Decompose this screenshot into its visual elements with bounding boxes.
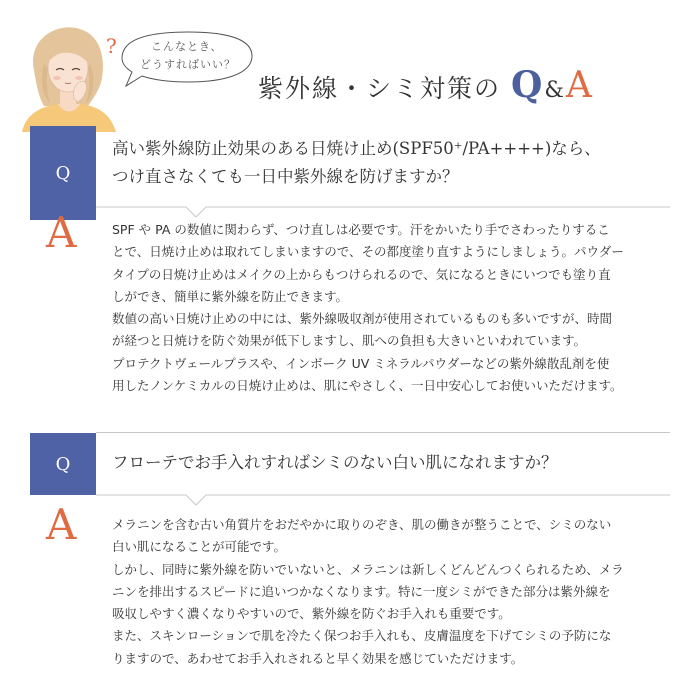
q-badge: Q xyxy=(30,433,96,495)
answer-line: 数値の高い日焼け止めの中には、紫外線吸収剤が使用されているものも多いですが、時間 xyxy=(112,311,613,327)
section-divider xyxy=(96,432,670,433)
title-a-letter: A xyxy=(565,65,594,106)
question-text xyxy=(112,135,601,191)
question-text xyxy=(112,449,558,477)
answer-line: タイプの日焼け止めはメイクの上からもつけられるので、気になるときにいつでも塗り直 xyxy=(112,266,611,282)
title-ampersand: & xyxy=(544,78,566,103)
question-mark-icon: ? xyxy=(106,34,117,58)
question-line: 高い紫外線防止効果のある日焼け止め(SPF50⁺/PA++++)なら、 xyxy=(112,139,601,158)
title-text: 紫外線・シミ対策の xyxy=(258,74,502,103)
answer-line: りますので、あわせてお手入れされると早く効果を感じていただけます。 xyxy=(112,650,524,666)
q-badge: Q xyxy=(30,126,96,220)
question-line: フローテでお手入れすればシミのない白い肌になれますか？ xyxy=(112,453,558,472)
answer-line: とで、日焼け止めは取れてしまいますので、その都度塗り直すようにしましょう。パウダー xyxy=(112,244,624,260)
bubble-text-line2: どうすればいい？ xyxy=(140,58,236,71)
a-badge: A xyxy=(46,500,77,549)
answer-text xyxy=(112,514,624,670)
a-badge: A xyxy=(46,208,77,257)
answer-line: が経つと日焼けを防ぐ効果が低下しますし、肌への負担も大きいといわれています。 xyxy=(112,333,587,349)
page-title xyxy=(258,64,594,106)
answer-line: しかし、同時に紫外線を防いでいないと、メラニンは新しくどんどんつくられるため、メラ xyxy=(112,561,624,577)
question-line: つけ直さなくても一日中紫外線を防げますか？ xyxy=(112,167,459,186)
answer-line: プロテクトヴェールプラスや、インボーク UV ミネラルパウダーなどの紫外線散乱剤を使 xyxy=(112,355,610,371)
answer-line: しができ、簡単に紫外線を防止できます。 xyxy=(112,288,349,304)
answer-line: また、スキンローションで肌を冷たく保つお手入れも、皮膚温度を下げてシミの予防にな xyxy=(112,628,612,644)
question-divider xyxy=(96,487,670,509)
question-divider xyxy=(96,199,670,221)
answer-line: 白い肌になることが可能です。 xyxy=(112,539,287,555)
answer-line: 用したノンケミカルの日焼け止めは、肌にやさしく、一日中安心してお使いいただけます。 xyxy=(112,378,623,394)
answer-line: SPF や PA の数値に関わらず、つけ直しは必要です。汗をかいたり手でさわったりするこ xyxy=(112,222,610,237)
answer-line: メラニンを含む古い角質片をおだやかに取りのぞき、肌の働きが整うことで、シミのない xyxy=(112,517,612,532)
answer-line: 吸収しやすく濃くなりやすいので、紫外線を防ぐお手入れも重要です。 xyxy=(112,606,511,622)
answer-line: ニンを排出するスピードに追いつかなくなります。特に一度シミができた部分は紫外線を xyxy=(112,583,611,599)
title-q-letter: Q xyxy=(510,64,545,106)
bubble-text-line1: こんなとき、 xyxy=(151,40,223,53)
answer-text xyxy=(112,219,624,397)
